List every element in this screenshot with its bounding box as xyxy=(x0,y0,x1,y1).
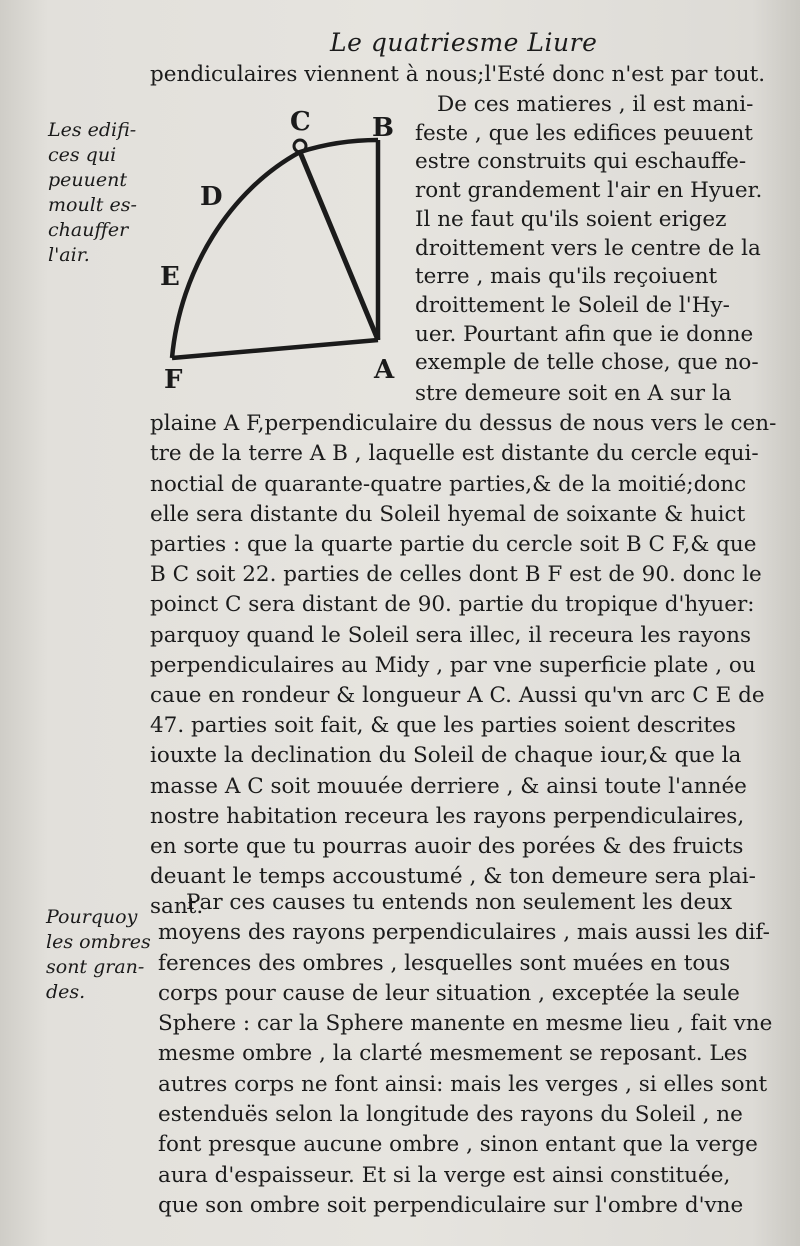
margin-note-line: l'air. xyxy=(48,244,90,266)
margin-note-line: ces qui xyxy=(48,144,117,166)
text-line: estenduës selon la longitude des rayons du Soleil , ne xyxy=(158,1102,743,1128)
margin-note-line: moult es- xyxy=(48,194,137,216)
text-line: 47. parties soit fait, & que les parties soient descrites xyxy=(150,713,736,739)
text-line: autres corps ne font ainsi: mais les verges , si elles sont xyxy=(158,1071,768,1097)
label-B: B xyxy=(372,113,394,143)
text-line: perpendiculaires au Midy , par vne superficie plate , ou xyxy=(150,652,756,678)
text-line: font presque aucune ombre , sinon entant que la verge xyxy=(158,1132,758,1158)
label-C: C xyxy=(290,110,311,137)
margin-note-line: Pourquoy xyxy=(46,906,138,928)
text-line: B C soit 22. parties de celles dont B F est de 90. donc le xyxy=(150,562,762,588)
text-line: aura d'espaisseur. Et si la verge est ainsi constituée, xyxy=(158,1162,731,1188)
text-line: terre , mais qu'ils reçoiuent xyxy=(415,264,718,290)
text-line: plaine A F,perpendiculaire du dessus de nous vers le cen- xyxy=(150,411,777,437)
line-FA xyxy=(172,340,378,358)
text-line: droittement vers le centre de la xyxy=(415,235,761,261)
text-line: Il ne faut qu'ils soient erigez xyxy=(415,206,727,232)
second-paragraph xyxy=(158,888,773,1221)
text-line: ferences des ombres , lesquelles sont muées en tous xyxy=(158,950,731,976)
text-line: sant. xyxy=(150,894,204,920)
margin-note-line: des. xyxy=(46,981,86,1003)
line-CA xyxy=(300,152,378,340)
margin-note-line: Les edifi- xyxy=(48,119,137,141)
quarter-circle-figure xyxy=(150,110,410,390)
label-A: A xyxy=(374,355,395,385)
text-line: que son ombre soit perpendiculaire sur l'ombre d'vne xyxy=(158,1192,744,1218)
text-line: poinct C sera distant de 90. partie du tropique d'hyuer: xyxy=(150,592,755,618)
text-line: exemple de telle chose, que no- xyxy=(415,350,759,376)
margin-note-ombres xyxy=(46,905,151,1005)
right-column-text xyxy=(415,91,770,378)
text-line: noctial de quarante-quatre parties,& de la moitié;donc xyxy=(150,471,747,497)
margin-note-line: sont gran- xyxy=(46,956,145,978)
text-line: masse A C soit mouuée derriere , & ainsi toute l'année xyxy=(150,773,747,799)
text-line: De ces matieres , il est mani- xyxy=(437,92,754,117)
text-line: tre de la terre A B , laquelle est distante du cercle equi- xyxy=(150,441,759,467)
text-line: uer. Pourtant afin que ie donne xyxy=(415,321,754,347)
margin-note-line: les ombres xyxy=(46,931,151,953)
text-line: droittement le Soleil de l'Hy- xyxy=(415,292,730,318)
first-line: pendiculaires viennent à nous;l'Esté donc n'est par tout. xyxy=(150,62,766,87)
margin-note-edifices xyxy=(48,118,137,268)
text-line: estre construits qui eschauffe- xyxy=(415,149,747,175)
text-line: parties : que la quarte partie du cercle soit B C F,& que xyxy=(150,532,757,558)
text-line: mesme ombre , la clarté mesmement se reposant. Les xyxy=(158,1041,748,1067)
text-line: caue en rondeur & longueur A C. Aussi qu'vn arc C E de xyxy=(150,683,765,709)
label-F: F xyxy=(164,365,183,390)
margin-note-line: peuuent xyxy=(48,169,127,191)
text-line: parquoy quand le Soleil sera illec, il receura les rayons xyxy=(150,622,751,648)
text-line: corps pour cause de leur situation , exceptée la seule xyxy=(158,980,740,1006)
text-line: feste , que les edifices peuuent xyxy=(415,120,753,146)
text-line: Par ces causes tu entends non seulement les deux xyxy=(186,890,733,915)
text-line: nostre habitation receura les rayons perpendiculaires, xyxy=(150,803,745,829)
text-line: stre demeure soit en A sur la xyxy=(415,381,732,406)
text-line: iouxte la declination du Soleil de chaque iour,& que la xyxy=(150,743,742,769)
text-line: elle sera distante du Soleil hyemal de soixante & huict xyxy=(150,501,746,527)
arc-BCF xyxy=(172,140,378,358)
label-D: D xyxy=(200,182,223,212)
label-E: E xyxy=(160,262,180,292)
text-line: deuant le temps accoustumé , & ton demeure sera plai- xyxy=(150,864,756,890)
text-line: en sorte que tu pourras auoir des porées & des fruicts xyxy=(150,834,744,860)
text-line: Sphere : car la Sphere manente en mesme lieu , fait vne xyxy=(158,1011,773,1037)
text-line: ront grandement l'air en Hyuer. xyxy=(415,178,763,204)
text-line: moyens des rayons perpendiculaires , mais aussi les dif- xyxy=(158,920,770,946)
running-head: Le quatriesme Liure xyxy=(330,28,598,57)
main-paragraph xyxy=(150,379,777,923)
margin-note-line: chauffer xyxy=(48,219,129,241)
